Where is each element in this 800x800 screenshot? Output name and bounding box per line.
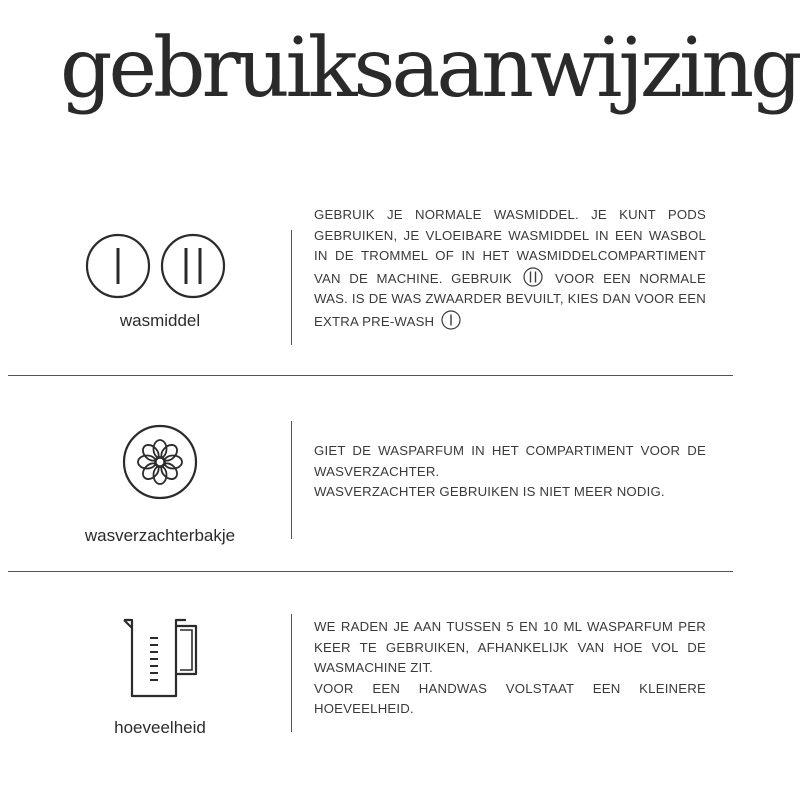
- wasmiddel-text-part1: GEBRUIK JE NORMALE WASMIDDEL. JE KUNT PODS GEBRUIKEN, JE VLOEIBARE WASMIDDEL IN EEN WASBOL IN DE TROMMEL OF IN HET WASMIDDELCOMPARTIMENT VAN DE MACHINE. GEBRUIK: [314, 207, 706, 286]
- single-line-prewash-icon: [440, 310, 462, 330]
- section-divider-vertical: [291, 230, 292, 345]
- wasmiddel-text-part2: VOOR EEN NORMALE WAS. IS DE WAS ZWAARDER BEVUILT, KIES DAN VOOR EEN EXTRA PRE-WASH: [314, 270, 706, 329]
- section-hoeveelheid: [0, 572, 740, 772]
- hoeveelheid-paragraph: VOOR EEN HANDWAS VOLSTAAT EEN KLEINERE HOEVEELHEID.: [314, 680, 706, 716]
- wasverzachterbakje-icon-group: [60, 422, 260, 546]
- wasmiddel-text: [314, 205, 706, 332]
- wasverzachterbakje-text: [314, 441, 706, 503]
- wash-compartment-icon: [85, 231, 235, 301]
- measuring-cup-icon: [120, 616, 200, 702]
- hoeveelheid-text: [314, 617, 706, 720]
- hoeveelheid-icon-group: [60, 616, 260, 738]
- hoeveelheid-label: hoeveelheid: [114, 718, 206, 737]
- section-wasmiddel: [0, 195, 740, 370]
- wasverzachterbakje-label: wasverzachterbakje: [84, 526, 236, 545]
- wasverzachterbakje-paragraph: WASVERZACHTER GEBRUIKEN IS NIET MEER NODIG.: [314, 484, 665, 499]
- softener-flower-icon: [120, 422, 200, 502]
- wasverzachterbakje-paragraph: GIET DE WASPARFUM IN HET COMPARTIMENT VOOR DE WASVERZACHTER.: [314, 443, 706, 479]
- section-wasverzachterbakje: [0, 376, 740, 571]
- hoeveelheid-paragraph: WE RADEN JE AAN TUSSEN 5 EN 10 ML WASPARFUM PER KEER TE GEBRUIKEN, AFHANKELIJK VAN HOE VOL DE WASMACHINE ZIT.: [314, 619, 706, 675]
- double-line-wash-icon: [522, 267, 544, 287]
- wasmiddel-icon-group: [60, 231, 260, 331]
- wasmiddel-label: wasmiddel: [119, 311, 201, 330]
- section-divider-vertical: [291, 614, 292, 732]
- page-title: gebruiksaanwijzing: [60, 21, 799, 116]
- section-divider-vertical: [291, 421, 292, 539]
